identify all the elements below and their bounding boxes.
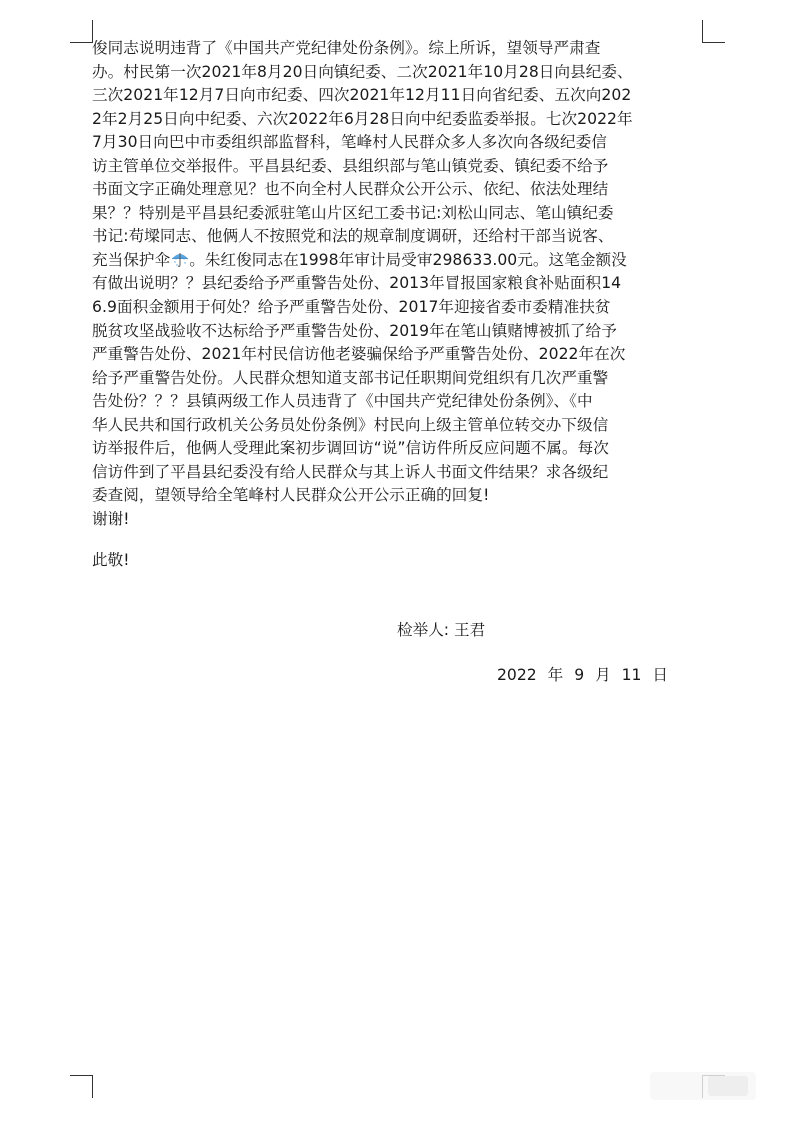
body-line: 6.9面积金额用于何处？给予严重警告处份、2017年迎接省委市委精准扶贫 (92, 298, 611, 317)
thanks-line: 谢谢! (92, 509, 130, 528)
crop-mark-bottom-left (70, 1075, 93, 1098)
body-line: 告处份？？？县镇两级工作人员违背了《中国共产党纪律处份条例》、《中 (92, 392, 593, 411)
body-line: 访主管单位交举报件。平昌县纪委、县组织部与笔山镇党委、镇纪委不给予 (92, 156, 609, 175)
body-line: 脱贫攻坚战验收不达标给予严重警告处份、2019年在笔山镇赌博被抓了给予 (92, 321, 617, 340)
body-line: 有做出说明？？县纪委给予严重警告处份、2013年冒报国家粮食补贴面积14 (92, 274, 622, 293)
body-line-with-umbrella (92, 249, 704, 273)
body-line: 书记:苟墚同志、他俩人不按照党和法的规章制度调研，还给村干部当说客、 (92, 227, 614, 246)
body-line-part: 。朱红俊同志在1998年审计局受审298633.00元。这笔金额没 (189, 250, 627, 269)
body-line: 三次2021年12月7日向市纪委、四次2021年12月11日向省纪委、五次向202 (92, 86, 632, 105)
crop-mark-top-right (702, 20, 725, 43)
body-line: 7月30日向巴中市委组织部监督科，笔峰村人民群众多人多次向各级纪委信 (92, 133, 607, 152)
body-line: 访举报件后，他俩人受理此案初步调回访“说”信访件所反应问题不属。每次 (92, 439, 609, 458)
umbrella-emoji-icon (171, 251, 189, 267)
closing-salutation: 此敬! (92, 551, 130, 569)
body-line: 书面文字正确处理意见？也不向全村人民群众公开公示、依纪、依法处理结 (92, 180, 609, 199)
body-line: 果？？特别是平昌县纪委派驻笔山片区纪工委书记:刘松山同志、笔山镇纪委 (92, 203, 614, 222)
body-line: 俊同志说明违背了《中国共产党纪律处份条例》。综上所诉，望领导严肃查 (92, 39, 601, 57)
letter-body (92, 37, 704, 531)
body-line: 严重警告处份、2021年村民信访他老婆骗保给予严重警告处份、2022年在次 (92, 345, 626, 364)
signature-line: 检举人: 王君 (397, 621, 486, 639)
body-line-part: 充当保护伞 (92, 250, 171, 269)
watermark-logo-icon (648, 1068, 758, 1104)
crop-mark-top-left (70, 20, 93, 43)
body-line: 委查阅，望领导给全笔峰村人民群众公开公示正确的回复! (92, 486, 490, 505)
body-line: 给予严重警告处份。人民群众想知道支部书记任职期间党组织有几次严重警 (92, 368, 609, 387)
body-line: 办。村民第一次2021年8月20日向镇纪委、二次2021年10月28日向县纪委、 (92, 62, 633, 81)
body-line: 信访件到了平昌县纪委没有给人民群众与其上诉人书面文件结果？求各级纪 (92, 462, 609, 481)
body-line: 华人民共和国行政机关公务员处份条例》村民向上级主管单位转交办下级信 (92, 415, 609, 434)
date-line: 2022 年 9 月 11 日 (497, 666, 669, 684)
body-line: 2年2月25日向中纪委、六次2022年6月28日向中纪委监委举报。七次2022年 (92, 109, 633, 128)
